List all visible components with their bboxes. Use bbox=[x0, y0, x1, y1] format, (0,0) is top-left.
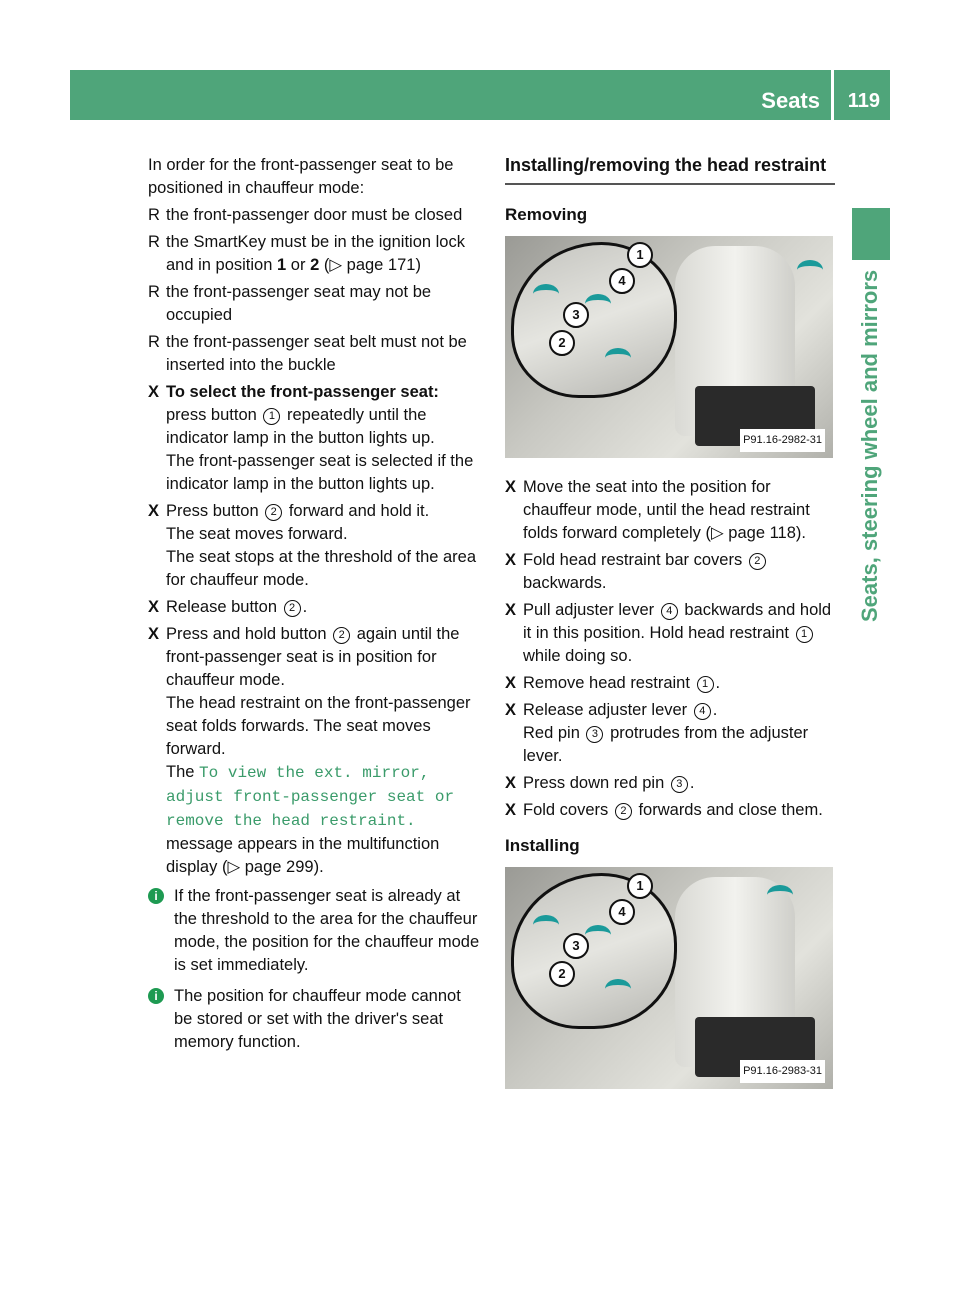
page-number: 119 bbox=[847, 90, 880, 112]
head-restraint-photo-installing bbox=[505, 867, 833, 1089]
step-icon: X bbox=[148, 502, 160, 520]
step-item: X Release button 2 . bbox=[148, 596, 483, 619]
info-note: i The position for chauffeur mode cannot be stored or set with the driver's seat memory function. bbox=[148, 985, 483, 1054]
step-item: X Press down red pin 3 . bbox=[505, 772, 835, 795]
step-icon: X bbox=[505, 674, 517, 692]
info-note: i If the front-passenger seat is already at the threshold to the area for the chauffeur mode, the position for the chauffeur mode is set immediately. bbox=[148, 885, 483, 977]
arrow-icon bbox=[585, 925, 611, 945]
step-item: X Move the seat into the position for chauffeur mode, until the head restraint folds forward completely (▷ page 118). bbox=[505, 478, 810, 542]
step-item: X Fold covers 2 forwards and close them. bbox=[505, 799, 835, 822]
info-icon: i bbox=[148, 888, 164, 904]
figure-code: P91.16-2983-31 bbox=[740, 1060, 825, 1083]
figure-code: P91.16-2982-31 bbox=[740, 429, 825, 452]
callout-4: 4 bbox=[609, 899, 635, 925]
step-icon: X bbox=[148, 598, 160, 616]
callout-2: 2 bbox=[549, 330, 575, 356]
step-icon: X bbox=[505, 478, 517, 496]
list-item: R the SmartKey must be in the ignition lock and in position 1 or 2 (▷ page 171) bbox=[148, 233, 465, 274]
callout-1: 1 bbox=[627, 873, 653, 899]
page-ref-link[interactable]: page 118). bbox=[728, 524, 806, 542]
bullet-icon: R bbox=[148, 206, 160, 224]
step-item: X Press and hold button 2 again until the front-passenger seat is in position for chauffeur mode. The head restraint on the front-passenger seat folds forwards. The seat moves forward. The To view the ext. mirror, adjust front-passenger seat or remove the head restraint. message appears in the multifunction display (▷ page 299). bbox=[148, 625, 471, 876]
left-column bbox=[148, 154, 483, 1058]
callout-number: 3 bbox=[671, 776, 688, 793]
step-item: X Release adjuster lever 4 . Red pin 3 protrudes from the adjuster lever. bbox=[505, 701, 809, 765]
callout-number: 2 bbox=[615, 803, 632, 820]
page-ref-link[interactable]: page 299). bbox=[244, 858, 324, 876]
callout-number: 1 bbox=[263, 408, 280, 425]
callout-number: 2 bbox=[265, 504, 282, 521]
display-message: To view the ext. mirror, adjust front-passenger seat or remove the head restraint. bbox=[166, 764, 455, 830]
page-ref-link[interactable]: page 171) bbox=[346, 256, 421, 274]
detail-inset bbox=[511, 873, 677, 1029]
arrow-icon bbox=[797, 260, 823, 280]
detail-inset bbox=[511, 242, 677, 398]
page-ref-icon: ▷ bbox=[227, 858, 241, 876]
step-item: X To select the front-passenger seat: press button 1 repeatedly until the indicator lamp in the button lights up. The front-passenger seat is selected if the indicator lamp in the button lights up. bbox=[148, 383, 474, 493]
callout-4: 4 bbox=[609, 268, 635, 294]
callout-number: 1 bbox=[796, 626, 813, 643]
step-item: X Fold head restraint bar covers 2 backwards. bbox=[505, 549, 835, 595]
header-divider bbox=[831, 70, 834, 120]
header-bar bbox=[70, 70, 890, 120]
callout-number: 2 bbox=[284, 600, 301, 617]
callout-number: 1 bbox=[697, 676, 714, 693]
list-item: R the front-passenger door must be closed bbox=[148, 204, 483, 227]
step-icon: X bbox=[505, 601, 517, 619]
right-column bbox=[505, 154, 835, 1107]
arrow-icon bbox=[533, 284, 559, 304]
page-ref-icon: ▷ bbox=[329, 256, 343, 274]
step-item: X Pull adjuster lever 4 backwards and hold it in this position. Hold head restraint 1 while doing so. bbox=[505, 601, 832, 665]
callout-number: 4 bbox=[661, 603, 678, 620]
step-icon: X bbox=[505, 774, 517, 792]
callout-2: 2 bbox=[549, 961, 575, 987]
step-icon: X bbox=[505, 701, 517, 719]
callout-3: 3 bbox=[563, 302, 589, 328]
bullet-icon: R bbox=[148, 283, 160, 301]
bullet-icon: R bbox=[148, 233, 160, 251]
sidebar-tab bbox=[852, 208, 890, 260]
arrow-icon bbox=[767, 885, 793, 905]
callout-number: 2 bbox=[749, 553, 766, 570]
subheading-removing: Removing bbox=[505, 205, 588, 224]
callout-number: 4 bbox=[694, 703, 711, 720]
step-item: X Press button 2 forward and hold it. The seat moves forward. The seat stops at the threshold of the area for chauffeur mode. bbox=[148, 502, 477, 589]
chapter-title: Seats bbox=[761, 88, 820, 113]
callout-number: 2 bbox=[333, 627, 350, 644]
page-ref-icon: ▷ bbox=[711, 524, 724, 542]
step-icon: X bbox=[148, 625, 160, 643]
intro-text: In order for the front-passenger seat to be positioned in chauffeur mode: bbox=[148, 156, 454, 197]
subheading-installing: Installing bbox=[505, 836, 580, 855]
step-item: X Remove head restraint 1 . bbox=[505, 672, 835, 695]
bullet-icon: R bbox=[148, 333, 160, 351]
list-item: R the front-passenger seat may not be occupied bbox=[148, 283, 432, 324]
callout-number: 3 bbox=[586, 726, 603, 743]
step-icon: X bbox=[505, 551, 517, 569]
arrow-icon bbox=[605, 979, 631, 999]
step-icon: X bbox=[148, 383, 160, 401]
arrow-icon bbox=[533, 915, 559, 935]
head-restraint-photo-removing bbox=[505, 236, 833, 458]
arrow-icon bbox=[605, 348, 631, 368]
section-label: Seats, steering wheel and mirrors bbox=[857, 270, 882, 623]
callout-3: 3 bbox=[563, 933, 589, 959]
section-heading: Installing/removing the head restraint bbox=[505, 154, 835, 185]
arrow-icon bbox=[585, 294, 611, 314]
callout-1: 1 bbox=[627, 242, 653, 268]
step-icon: X bbox=[505, 801, 517, 819]
list-item: R the front-passenger seat belt must not be inserted into the buckle bbox=[148, 333, 467, 374]
info-icon: i bbox=[148, 988, 164, 1004]
